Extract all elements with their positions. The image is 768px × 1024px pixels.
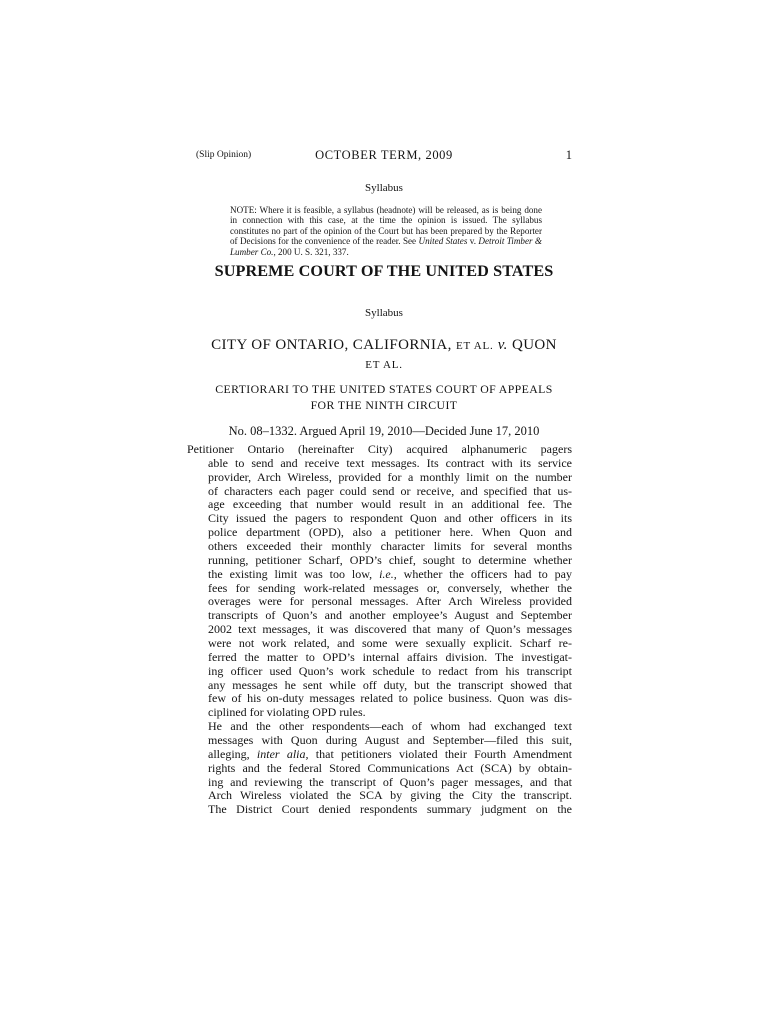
note-case-name-2: Detroit Timber & Lumber Co. [230,236,542,257]
inter-alia-italic: inter alia, [256,746,309,761]
term-label: OCTOBER TERM, 2009 [315,148,453,162]
petitioner-et-al: ET AL. [455,340,494,352]
body-line [196,748,572,762]
body-line: rights and the federal Stored Communications Act (SCA) by obtain- [208,760,572,775]
respondent-name: QUON [511,337,557,353]
body-line: ing officer used Quon’s work schedule to redact from his transcript [208,663,572,678]
slip-opinion-label: (Slip Opinion) [196,150,252,160]
docket-line: No. 08–1332. Argued April 19, 2010—Decided June 17, 2010 [228,424,540,438]
body-fragment: the existing limit was too low, [208,566,373,581]
body-line: 2002 text messages, it was discovered that many of Quon’s messages [208,622,572,637]
syllabus-heading-2: Syllabus [365,307,403,319]
note-case-name: United States [418,236,468,247]
syllabus-heading: Syllabus [365,182,403,194]
body-line: ciplined for violating OPD rules. [208,705,366,720]
body-line: The District Court denied respondents summary judgment on the [208,802,572,817]
caption-line-1 [196,336,572,355]
certiorari-line: CERTIORARI TO THE UNITED STATES COURT OF APPEALS FOR THE NINTH CIRCUIT [215,382,553,412]
body-line: He and the other respondents—each of whom had exchanged text [208,719,572,734]
body-line: overages were for personal messages. After Arch Wireless provided [208,594,572,609]
note-text: NOTE: Where it is feasible, a syllabus (headnote) will be released, as is being done in connection with this case, at the time the opinion is issued. The syllabus constitutes no part of the opinion of the Court but has been prepared by the Reporter of Decisions for the convenience of the reader. See [230,205,542,247]
body-line: provider, Arch Wireless, provided for a monthly limit on the number [208,469,572,484]
respondent-et-al: ET AL. [365,359,403,371]
body-line: police department (OPD), also a petitioner here. When Quon and [208,525,572,540]
court-title: SUPREME COURT OF THE UNITED STATES [214,262,554,280]
note-citation: , 200 U. S. 321, 337. [273,246,349,257]
body-line: of characters each pager could send or receive, and specified that us- [208,483,572,498]
body-line: fees for sending work-related messages or, conversely, whether the [208,580,572,595]
case-caption [196,336,572,372]
body-line: City issued the pagers to respondent Quon and other officers in its [208,511,572,526]
body-line: others exceeded their monthly character limits for several months [208,539,572,554]
page-number: 1 [565,148,572,162]
body-line: ing and reviewing the transcript of Quon’s pager messages, and that [208,774,572,789]
body-line: age exceeding that number would result in an additional fee. The [208,497,572,512]
running-head [196,148,572,164]
note-versus: v. [469,236,477,247]
body-line: able to send and receive text messages. Its contract with its service [208,455,572,470]
petitioner-name: CITY OF ONTARIO, CALIFORNIA, [211,337,452,353]
syllabus-body [187,442,573,817]
caption-versus: v. [497,337,508,353]
body-line: running, petitioner Scharf, OPD’s chief, sought to determine whether [208,552,572,567]
body-line: Petitioner Ontario (hereinafter City) acquired alphanumeric pagers [187,442,572,456]
ie-italic: i.e., [379,566,397,581]
body-line: transcripts of Quon’s and another employee’s August and September [208,608,572,623]
body-fragment: whether the officers had to pay [403,566,572,581]
body-line: messages with Quon during August and September—filed this suit, [208,733,572,748]
body-line: ferred the matter to OPD’s internal affairs division. The investigat- [208,649,572,664]
body-fragment: that petitioners violated their Fourth Amendment [315,746,573,761]
body-fragment: alleging, [208,746,250,761]
body-line: were not work related, and some were sexually explicit. Scharf re- [208,636,572,651]
body-line: any messages he sent while off duty, but the transcript showed that [208,677,572,692]
reporter-note [230,205,542,257]
body-line: Arch Wireless violated the SCA by giving the City the transcript. [208,788,572,803]
body-line [196,568,572,582]
body-line: few of his on-duty messages related to police business. Quon was dis- [208,691,572,706]
